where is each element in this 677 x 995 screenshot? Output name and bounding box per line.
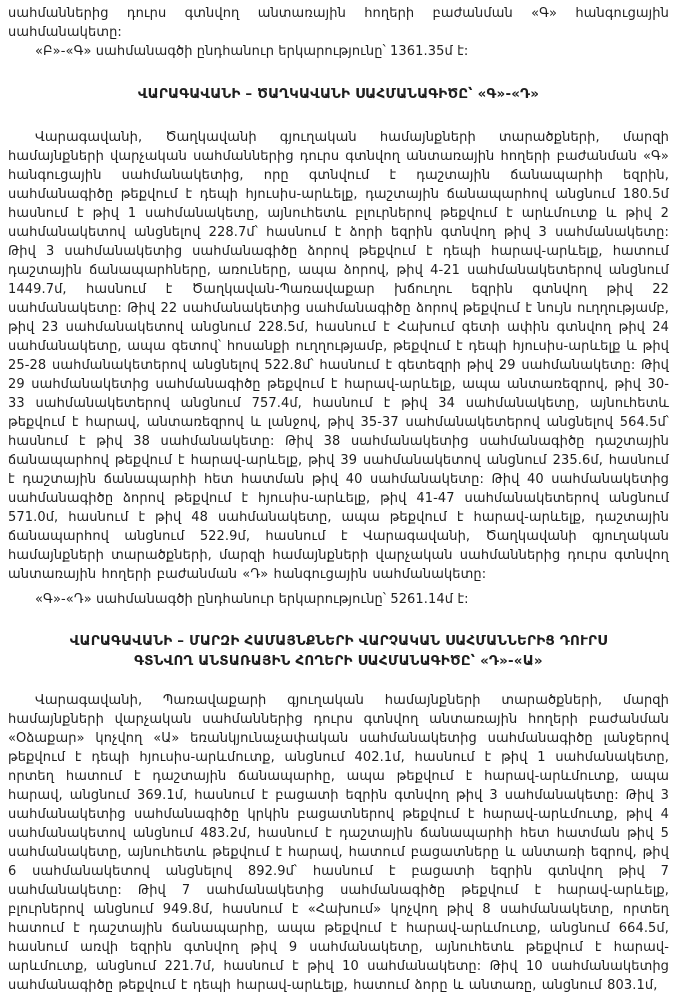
boundary-length-line-bg: «Բ»-«Գ» սահմանագծի ընդհանուր երկարությունը՝ 1361.35մ է: [35, 44, 469, 59]
paragraph-boundary-da: Վարագավանի, Պառավաքարի գյուղական համայնքների տարածքների, մարզի համայնքների վարչական սահմաններից դուրս գտնվող անտառային հողերի բաժանման «Օձաքար» կոչվող «Ա» եռանկյունաչափական սահմանակետից սահմանագիծը լանջերով թեքվում է դեպի հյուսիս-արևմուտք, անցնում 402.1մ, հասնում է թիվ 1 սահմանակետը, որտեղ հատում է դաշտային ճանապարհը, ապա թեքվում է հարավ-արևմուտք, ապա հարավ, անցնում 369.1մ, հասնում է բացատի եզրին գտնվող թիվ 3 սահմանակետը: Թիվ 3 սահմանակետից սահմանագիծը կրկին բացատներով թեքվում է հարավ-արևմուտք, թիվ 4 սահմանակետով անցնում 483.2մ, հասնում է դաշտային ճանապարհի հետ հատման թիվ 5 սահմանակետը, այնուհետև թեքվում է հարավ, հատում բացատները և անտառի եզրով, թիվ 6 սահմանակետով անցնելով 892.9մ՝ հասնում է բացատի եզրին գտնվող թիվ 7 սահմանակետը: Թիվ 7 սահմանակետից սահմանագիծը թեքվում է հարավ-արևելք, բլուրներով անցնում 949.8մ, հասնում է «Հախում» կոչվող թիվ 8 սահմանակետը, որտեղ հատում է դաշտային ճանապարհը, ապա թեքվում է հարավ-արևմուտք, անցնում 664.5մ, հասնում առվի եզրին գտնվող թիվ 9 սահմանակետը, այնուհետև թեքվում է հարավ-արևմուտք, անցնում 221.7մ, հասնում է թիվ 10 սահմանակետը: Թիվ 10 սահմանակետից սահմանագիծը թեքվում է դեպի հարավ-արևելք, հատում ձորը և անտառը, անցնում 803.1մ, [8, 693, 669, 993]
section-heading-varagavan-forest-lands: ՎԱՐԱԳԱՎԱՆԻ – ՄԱՐԶԻ ՀԱՄԱՅՆՔՆԵՐԻ ՎԱՐՉԱԿԱՆ ՍԱՀՄԱՆՆԵՐԻՑ ԴՈՒՐՍ ԳՏՆՎՈՂ ԱՆՏԱՌԱՅԻՆ ՀՈՂԵՐԻ ՍԱՀՄԱՆԱԳԻԾԸ՝ «Դ»-«Ա» [69, 633, 608, 669]
paragraph-continuation-top: սահմաններից դուրս գտնվող անտառային հողերի բաժանման «Գ» հանգուցային սահմանակետը: [8, 6, 669, 40]
paragraph-boundary-gd: Վարագավանի, Ծաղկավանի գյուղական համայնքների տարածքների, մարզի համայնքների վարչական սահմաններից դուրս գտնվող անտառային հողերի բաժանման «Գ» հանգուցային սահմանակետից, որը գտնվում է դաշտային ճանապարհի եզրին, սահմանագիծը թեքվում է դեպի հյուսիս-արևելք, դաշտային ճանապարհով անցնում 180.5մ հասնում է թիվ 1 սահմանակետը, այնուհետև բլուրներով թեքվում է արևմուտք և թիվ 2 սահմանակետով անցնելով 228.7մ՝ հասնում է ձորի եզրին գտնվող թիվ 3 սահմանակետը: Թիվ 3 սահմանակետից սահմանագիծը ձորով թեքվում է դեպի հարավ-արևելք, հատում դաշտային ճանապարհները, առուները, ապա ձորով, թիվ 4-21 սահմանակետերով անցնում 1449.7մ, հասնում է Ծաղկավան-Պառավաքար խճուղու եզրին գտնվող թիվ 22 սահմանակետը: Թիվ 22 սահմանակետից սահմանագիծը ձորով թեքվում է նույն ուղղությամբ, թիվ 23 սահմանակետով անցնում 228.5մ, հասնում է Հախում գետի ափին գտնվող թիվ 24 սահմանակետը, ապա գետով՝ հոսանքի ուղղությամբ, թեքվում է դեպի հյուսիս-արևելք և թիվ 25-28 սահմանակետերով անցնելով 522.8մ՝ հասնում է գետեզրի թիվ 29 սահմանակետը: Թիվ 29 սահմանակետից սահմանագիծը թեքվում է հարավ-արևելք, ապա անտառեզրով, թիվ 30-33 սահմանակետերով անցնում 757.4մ, հասնում է թիվ 34 սահմանակետը, այնուհետև թեքվում է հարավ, անտառեզրով և լանջով, թիվ 35-37 սահմանակետերով անցնելով 564.5մ՝ հասնում է թիվ 38 սահմանակետը: Թիվ 38 սահմանակետից սահմանագիծը դաշտային ճանապարհով թեքվում է հարավ-արևելք, թիվ 39 սահմանակետով անցնում 235.6մ, հասնում է դաշտային ճանապարհի հետ հատման թիվ 40 սահմանակետը: Թիվ 40 սահմանակետից սահմանագիծը ձորով թեքվում է հյուսիս-արևելք, թիվ 41-47 սահմանակետերով անցնում 571.0մ, հասնում է թիվ 48 սահմանակետը, ապա թեքվում է հարավ-արևելք, դաշտային ճանապարհով անցնում 522.9մ, հասնում է Վարագավանի, Ծաղկավանի գյուղական համայնքների տարածքների, մարզի համայնքների վարչական սահմաններից դուրս գտնվող անտառային հողերի բաժանման «Դ» հանգուցային սահմանակետը: [8, 130, 669, 582]
boundary-length-line-gd: «Գ»-«Դ» սահմանագծի ընդհանուր երկարությունը՝ 5261.14մ է: [35, 592, 469, 607]
section-heading-varagavan-tsaghkavan: ՎԱՐԱԳԱՎԱՆԻ – ԾԱՂԿԱՎԱՆԻ ՍԱՀՄԱՆԱԳԻԾԸ՝ «Գ»-«Դ» [137, 86, 540, 102]
